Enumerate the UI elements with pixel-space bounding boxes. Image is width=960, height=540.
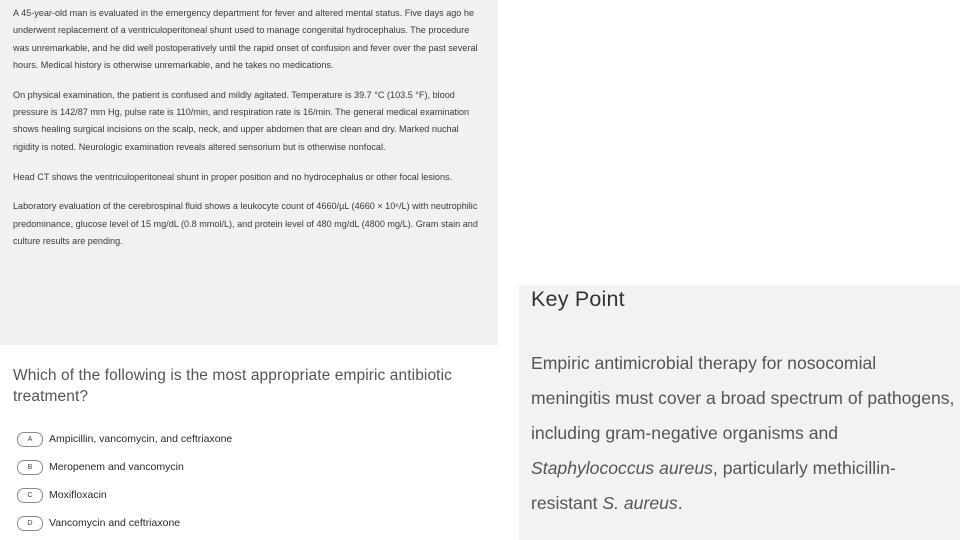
option-text: Meropenem and vancomycin: [49, 461, 184, 473]
vignette-paragraph: A 45-year-old man is evaluated in the emergency department for fever and altered mental status. Five days ago he underwent replacement of a ventriculoperitoneal shunt used to manage congenital hydrocephalus. The procedure was unremarkable, and he did well postoperatively until the rapid onset of confusion and fever over the past several hours. Medical history is otherwise unremarkable, and he takes no medications.: [13, 8, 478, 70]
option-letter-badge: B: [17, 460, 43, 475]
key-point-title: Key Point: [531, 287, 625, 311]
key-point-panel: [519, 285, 960, 540]
key-point-italic-term: Staphylococcus aureus: [531, 458, 713, 478]
answer-option-d[interactable]: [17, 509, 487, 537]
key-point-text-part: Empiric antimicrobial therapy for nosocomial meningitis must cover a broad spectrum of pathogens, including gram-negative organisms and: [531, 353, 955, 443]
key-point-text-part: , particularly methicillin-resistant: [531, 458, 896, 513]
option-letter-badge: D: [17, 516, 43, 531]
key-point-text: [531, 346, 956, 521]
answer-option-b[interactable]: [17, 453, 487, 481]
vignette-paragraph: On physical examination, the patient is confused and mildly agitated. Temperature is 39.7 °C (103.5 °F), blood pressure is 142/87 mm Hg, pulse rate is 110/min, and respiration rate is 16/min. The general medical examination shows healing surgical incisions on the scalp, neck, and upper abdomen that are clean and dry. Marked nuchal rigidity is noted. Neurologic examination reveals altered sensorium but is otherwise nonfocal.: [13, 89, 470, 152]
answer-options: [17, 425, 487, 537]
option-text: Vancomycin and ceftriaxone: [49, 517, 181, 529]
answer-option-c[interactable]: [17, 481, 487, 509]
key-point-text-part: .: [677, 493, 683, 513]
case-vignette: [0, 0, 498, 345]
option-letter-badge: A: [17, 432, 43, 447]
vignette-paragraph: Laboratory evaluation of the cerebrospinal fluid shows a leukocyte count of 4660/µL (4660 × 10⁶/L) with neutrophilic predominance, glucose level of 15 mg/dL (0.8 mmol/L), and protein level of 480 mg/dL (4800 mg/L). Gram stain and culture results are pending.: [13, 201, 478, 247]
vignette-paragraph: Head CT shows the ventriculoperitoneal shunt in proper position and no hydrocephalus or other focal lesions.: [13, 171, 453, 182]
key-point-italic-term: S. aureus: [602, 493, 678, 513]
option-text: Moxifloxacin: [49, 489, 107, 501]
question-stem: Which of the following is the most appropriate empiric antibiotic treatment?: [13, 367, 452, 405]
option-text: Ampicillin, vancomycin, and ceftriaxone: [49, 433, 233, 445]
option-letter-badge: C: [17, 488, 43, 503]
answer-option-a[interactable]: [17, 425, 487, 453]
